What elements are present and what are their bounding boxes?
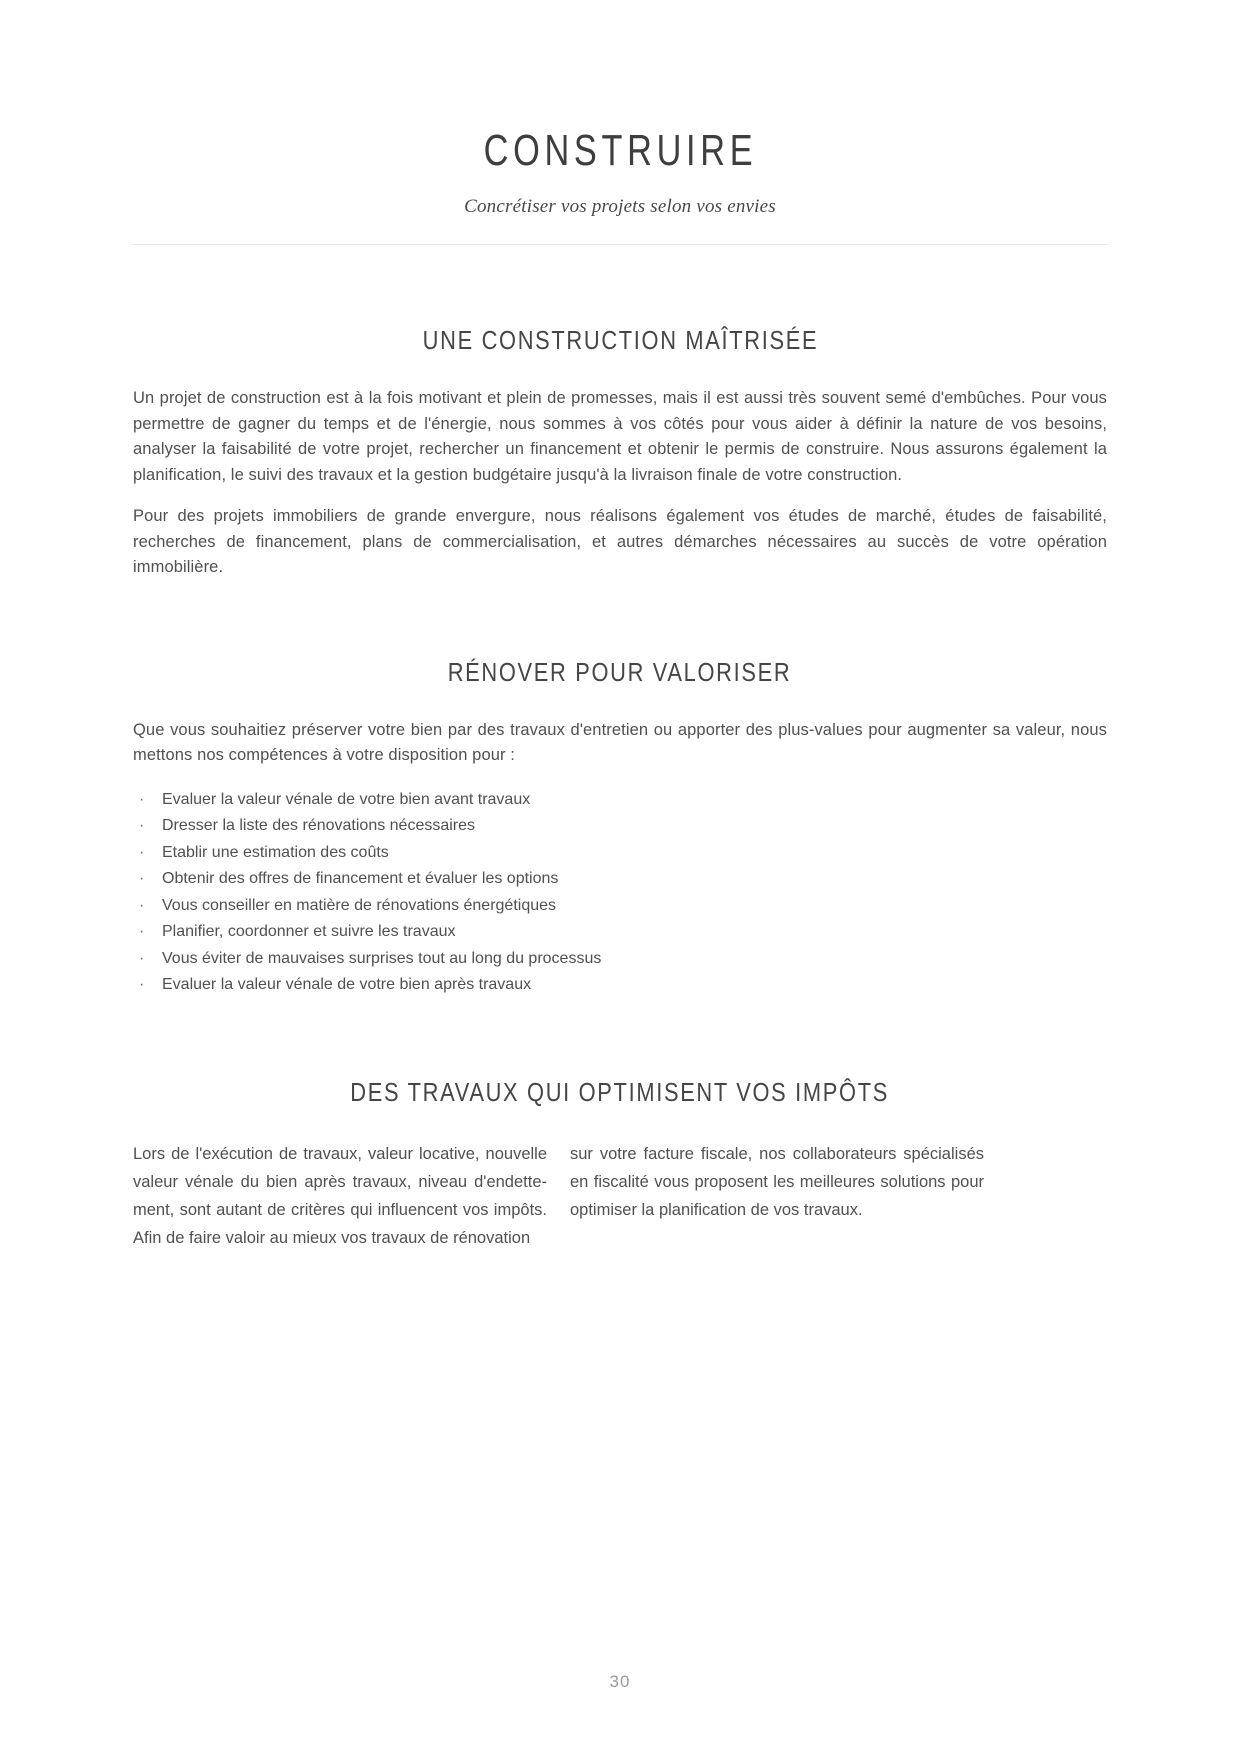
column-right: sur votre facture fiscale, nos collaborateurs spécialisés en fiscalité vous proposent les meilleures solutions pour optimiser la planification de vos travaux. (570, 1144, 984, 1219)
section-heading-renover-pour-valoriser (133, 657, 1107, 688)
list-item (133, 893, 1107, 920)
list-item (133, 972, 1107, 999)
page-title (133, 126, 1107, 176)
bullet-dot-icon: · (139, 790, 145, 808)
section-heading-travaux-impots (133, 1077, 1107, 1108)
list-item-text: Obtenir des offres de financement et évaluer les options (162, 870, 559, 887)
paragraph: Un projet de construction est à la fois motivant et plein de promesses, mais il est aussi très souvent semé d'embûches. Pour vous permettre de gagner du temps et de l'énergie, nous sommes à vos côtés pour vous aider à définir la nature de vos besoins, analyser la faisabilité de votre projet, rechercher un financement et obtenir le permis de construire. Nous assurons également la planification, le suivi des travaux et la gestion budgétaire jusqu'à la livraison finale de votre construction. (133, 389, 1107, 484)
section-heading-text: UNE CONSTRUCTION MAÎTRISÉE (422, 325, 818, 355)
page-subtitle: Concrétiser vos projets selon vos envies (464, 196, 776, 217)
paragraph: Pour des projets immobiliers de grande envergure, nous réalisons également vos études de marché, études de faisabilité, recherches de financement, plans de commercialisation, et autres démarches nécessaires au succès de votre opération immobilière. (133, 507, 1107, 576)
list-item (133, 919, 1107, 946)
bullet-dot-icon: · (139, 843, 145, 861)
list-item (133, 866, 1107, 893)
page-title-text: CONSTRUIRE (483, 126, 757, 175)
list-item-text: Vous éviter de mauvaises surprises tout au long du processus (162, 949, 602, 967)
list-item (133, 840, 1107, 867)
bullet-list (133, 787, 1107, 999)
list-item-text: Evaluer la valeur vénale de votre bien avant travaux (162, 790, 531, 808)
list-item (133, 813, 1107, 840)
bullet-dot-icon: · (139, 923, 145, 940)
list-item (133, 946, 1107, 973)
list-item-text: Etablir une estimation des coûts (162, 843, 389, 861)
bullet-dot-icon: · (139, 949, 145, 967)
two-column-text (133, 1140, 1107, 1252)
list-item-text: Vous conseiller en matière de rénovations énergétiques (162, 896, 557, 914)
list-item-text: Planifier, coordonner et suivre les travaux (162, 923, 456, 940)
section-heading-construction-maitrisee (133, 325, 1107, 356)
section-heading-text: RÉNOVER POUR VALORISER (448, 656, 792, 687)
list-item (133, 787, 1107, 814)
divider (133, 244, 1107, 245)
bullet-dot-icon: · (139, 817, 145, 834)
bullet-dot-icon: · (139, 870, 145, 887)
list-item-text: Evaluer la valeur vénale de votre bien après travaux (162, 976, 532, 993)
column-left: Lors de l'exécution de travaux, valeur locative, nouvelle valeur vénale du bien après travaux, niveau d'endettement, sont autant de critères qui influencent vos impôts. Afin de faire valoir au mieux vos travaux de rénovation (133, 1144, 547, 1247)
list-item-text: Dresser la liste des rénovations nécessaires (162, 817, 476, 834)
paragraph: Que vous souhaitiez préserver votre bien par des travaux d'entretien ou apporter des plus-values pour augmenter sa valeur, nous mettons nos compétences à votre disposition pour : (133, 720, 1107, 764)
bullet-dot-icon: · (139, 976, 145, 993)
section-heading-text: DES TRAVAUX QUI OPTIMISENT VOS IMPÔTS (350, 1076, 890, 1107)
page-number: 30 (609, 1672, 631, 1691)
bullet-dot-icon: · (139, 896, 145, 914)
